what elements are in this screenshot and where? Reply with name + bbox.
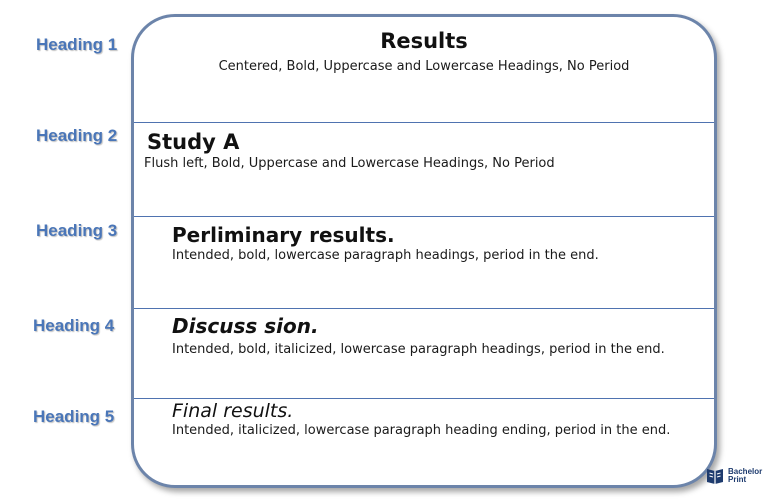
heading-2-label: Heading 2 xyxy=(36,126,118,145)
logo-line-1: Bachelor xyxy=(728,467,763,476)
heading-levels-frame xyxy=(131,14,717,488)
row-divider-1 xyxy=(134,122,714,123)
logo-text xyxy=(728,468,762,484)
book-logo-icon xyxy=(705,466,725,486)
heading-5-label: Heading 5 xyxy=(33,407,115,426)
heading-2-description: Flush left, Bold, Uppercase and Lowercase Headings, No Period xyxy=(144,156,555,171)
heading-1-description: Centered, Bold, Uppercase and Lowercase Headings, No Period xyxy=(218,59,630,74)
row-divider-3 xyxy=(134,308,714,309)
heading-3-description: Intended, bold, lowercase paragraph headings, period in the end. xyxy=(172,248,599,263)
heading-3-example: Perliminary results. xyxy=(172,223,395,247)
heading-4-description: Intended, bold, italicized, lowercase paragraph headings, period in the end. xyxy=(172,342,665,357)
heading-4-example: Discuss sion. xyxy=(172,314,319,338)
heading-1-example: Results xyxy=(380,29,468,53)
row-divider-4 xyxy=(134,398,714,399)
row-divider-2 xyxy=(134,216,714,217)
heading-2-example: Study A xyxy=(147,130,240,154)
logo-line-2: Print xyxy=(728,475,747,484)
heading-5-description: Intended, italicized, lowercase paragraph heading ending, period in the end. xyxy=(172,423,671,438)
heading-5-example: Final results. xyxy=(172,400,294,422)
heading-1-label: Heading 1 xyxy=(36,35,118,54)
heading-3-label: Heading 3 xyxy=(36,221,118,240)
bachelorprint-logo xyxy=(705,466,762,486)
heading-4-label: Heading 4 xyxy=(33,316,115,335)
